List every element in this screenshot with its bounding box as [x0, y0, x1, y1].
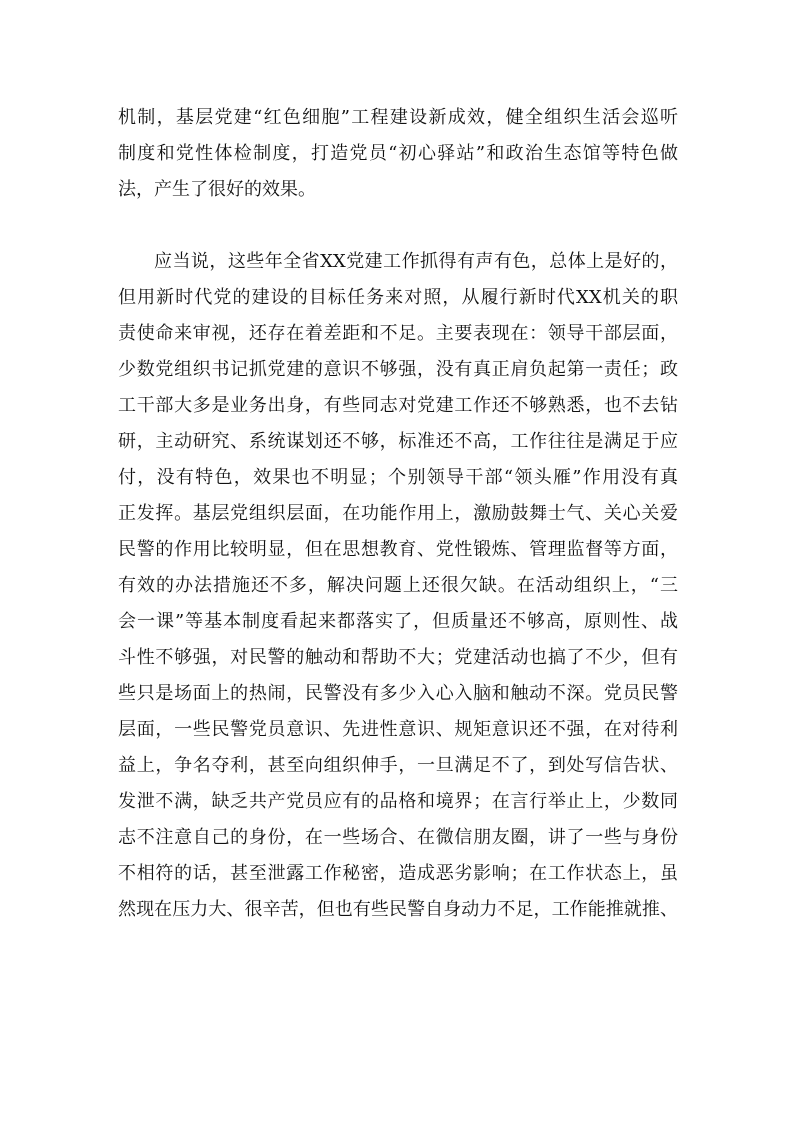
- text-line: 些只是场面上的热闹，民警没有多少入心入脑和触动不深。党员民警: [118, 683, 678, 704]
- text-line: 机制，基层党建“红色细胞”工程建设新成效，健全组织生活会巡听: [118, 107, 678, 128]
- text-line: 但用新时代党的建设的目标任务来对照，从履行新时代XX机关的职: [118, 287, 678, 308]
- text-line: 益上，争名夺利，甚至向组织伸手，一旦满足不了，到处写信告状、: [118, 755, 678, 776]
- text-line: 应当说，这些年全省XX党建工作抓得有声有色，总体上是好的，: [154, 251, 678, 272]
- text-line: 斗性不够强，对民警的触动和帮助不大；党建活动也搞了不少，但有: [118, 647, 678, 668]
- text-line: 责使命来审视，还存在着差距和不足。主要表现在：领导干部层面，: [118, 323, 678, 344]
- text-line: 层面，一些民警党员意识、先进性意识、规矩意识还不强，在对待利: [118, 719, 678, 740]
- text-line: 制度和党性体检制度，打造党员“初心驿站”和政治生态馆等特色做: [118, 143, 678, 164]
- paragraph-1: [118, 100, 678, 208]
- text-line: 发泄不满，缺乏共产党员应有的品格和境界；在言行举止上，少数同: [118, 791, 678, 812]
- text-line: 工干部大多是业务出身，有些同志对党建工作还不够熟悉，也不去钻: [118, 395, 678, 416]
- text-line: 民警的作用比较明显，但在思想教育、党性锻炼、管理监督等方面，: [118, 539, 678, 560]
- text-line: 付，没有特色，效果也不明显；个别领导干部“领头雁”作用没有真: [118, 467, 678, 488]
- text-line: 然现在压力大、很辛苦，但也有些民警自身动力不足，工作能推就推、: [118, 899, 678, 920]
- text-line: 有效的办法措施还不多，解决问题上还很欠缺。在活动组织上，“三: [118, 575, 678, 596]
- text-line: 志不注意自己的身份，在一些场合、在微信朋友圈，讲了一些与身份: [118, 827, 678, 848]
- text-line: 法，产生了很好的效果。: [118, 179, 316, 200]
- text-line: 正发挥。基层党组织层面，在功能作用上，激励鼓舞士气、关心关爱: [118, 503, 678, 524]
- text-line: 研，主动研究、系统谋划还不够，标准还不高，工作往往是满足于应: [118, 431, 678, 452]
- text-line: 不相符的话，甚至泄露工作秘密，造成恶劣影响；在工作状态上，虽: [118, 863, 678, 884]
- text-line: 少数党组织书记抓党建的意识不够强，没有真正肩负起第一责任；政: [118, 359, 678, 380]
- text-line: 会一课”等基本制度看起来都落实了，但质量还不够高，原则性、战: [118, 611, 678, 632]
- paragraph-2: [118, 244, 678, 928]
